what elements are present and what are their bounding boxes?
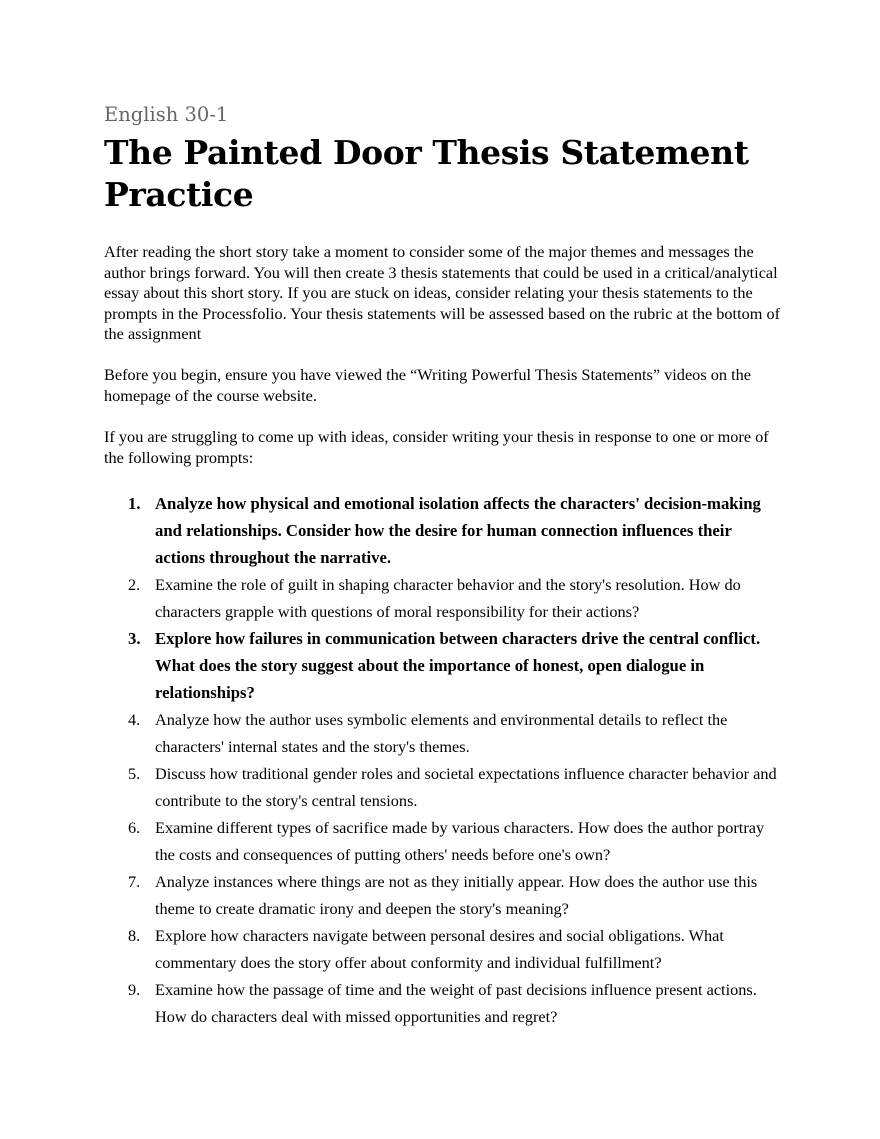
prompt-item [104,760,784,814]
course-subtitle: English 30-1 [104,103,229,126]
prompt-text: Analyze instances where things are not as they initially appear. How does the author use this theme to create dramatic irony and deepen the story's meaning? [155,872,758,919]
prompt-number: 4. [128,710,141,730]
prompt-text: Discuss how traditional gender roles and societal expectations influence character behavior and contribute to the story's central tensions. [155,764,777,811]
prompt-text: Analyze how the author uses symbolic elements and environmental details to reflect the characters' internal states and the story's themes. [155,710,728,757]
prompt-number: 8. [128,926,141,946]
prompt-item [104,571,784,625]
prompt-number: 5. [128,764,141,784]
prompt-text: Examine different types of sacrifice made by various characters. How does the author portray the costs and consequences of putting others' needs before one's own? [155,818,765,865]
prompt-item [104,625,784,706]
prompt-number: 9. [128,980,141,1000]
prompt-number: 3. [128,629,141,649]
prompt-list [104,490,784,1030]
prompt-text: Explore how characters navigate between personal desires and social obligations. What commentary does the story offer about conformity and individual fulfillment? [155,926,724,973]
prompt-text: Examine the role of guilt in shaping character behavior and the story's resolution. How do characters grapple with questions of moral responsibility for their actions? [155,575,741,622]
instructions-paragraph: Before you begin, ensure you have viewed the “Writing Powerful Thesis Statements” videos on the homepage of the course website. [104,365,751,406]
prompt-number: 2. [128,575,141,595]
prompt-number: 1. [128,494,141,514]
prompt-text: Analyze how physical and emotional isolation affects the characters' decision-making and relationships. Consider how the desire for human connection influences their actions throughout the narrative. [155,494,761,568]
prompt-text: Examine how the passage of time and the weight of past decisions influence present actions. How do characters deal with missed opportunities and regret? [155,980,757,1027]
document-title: The Painted Door Thesis Statement Practice [104,133,749,214]
prompt-number: 7. [128,872,141,892]
prompt-item [104,922,784,976]
prompt-item [104,814,784,868]
prompts-intro-paragraph: If you are struggling to come up with ideas, consider writing your thesis in response to one or more of the following prompts: [104,427,769,467]
prompt-text: Explore how failures in communication between characters drive the central conflict. What does the story suggest about the importance of honest, open dialogue in relationships? [155,629,761,703]
prompt-item [104,706,784,760]
prompt-item [104,976,784,1030]
prompt-number: 6. [128,818,141,838]
prompt-item [104,868,784,922]
intro-paragraph: After reading the short story take a moment to consider some of the major themes and messages the author brings forward. You will then create 3 thesis statements that could be used in a critical/analytical essay about this short story. If you are stuck on ideas, consider relating your thesis statements to the prompts in the Processfolio. Your thesis statements will be assessed based on the rubric at the bottom of the assignment [104,242,781,344]
document-page [104,102,784,1030]
prompt-item [104,490,784,571]
